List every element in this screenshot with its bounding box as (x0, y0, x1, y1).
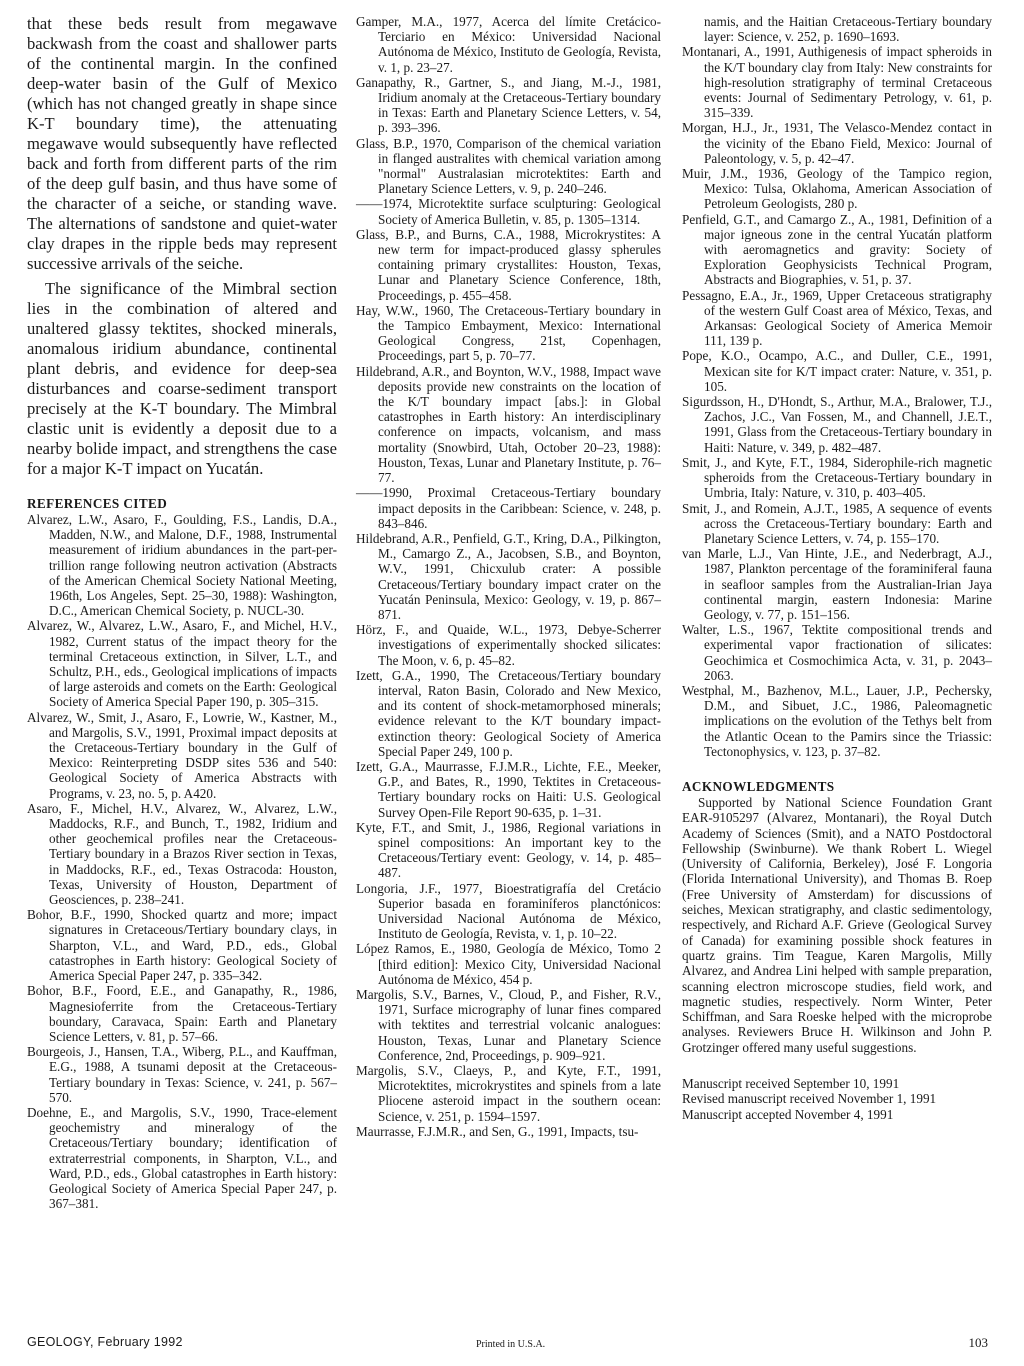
reference-item: Montanari, A., 1991, Authigenesis of impact spheroids in the K/T boundary clay from Italy: New constraints for high-resolution stratigraphy of terminal Cretaceous events: Journal of Sedimentary Petrology, v. 61, p. 315–339. (682, 44, 992, 121)
reference-item: Kyte, F.T., and Smit, J., 1986, Regional variations in spinel compositions: An important key to the Cretaceous/Tertiary event: Geology, v. 14, p. 485–487. (356, 819, 661, 881)
reference-item: Glass, B.P., and Burns, C.A., 1988, Microkrystites: A new term for impact-produced glassy spherules containing primary crystallites: Houston, Texas, Lunar and Planetary Science Conference, 18th, Proceedings, p. 455–458. (356, 226, 661, 303)
reference-item: Izett, G.A., Maurrasse, F.J.M.R., Lichte, F.E., Meeker, G.P., and Bates, R., 1990, Tektites in Cretaceous-Tertiary boundary rocks on Haiti: U.S. Geological Survey Open-File Report 90-635, p. 1–31. (356, 758, 661, 820)
reference-item: Penfield, G.T., and Camargo Z., A., 1981, Definition of a major igneous zone in the central Yucatán platform with aeromagnetics and gravity: Society of Exploration Geophysicists Technical Program, Abstracts and Biographies, v. 51, p. 37. (682, 211, 992, 288)
manuscript-revised: Revised manuscript received November 1, 1991 (682, 1091, 937, 1107)
reference-item: López Ramos, E., 1980, Geología de México, Tomo 2 [third edition]: Mexico City, Universidad Nacional Autónoma de México, 454 p. (356, 941, 661, 987)
column-left (27, 14, 337, 1211)
acknowledgments-text: Supported by National Science Foundation Grant EAR-9105297 (Alvarez, Montanari), the Royal Dutch Academy of Sciences (Smit), and a NATO Postdoctoral Fellowship (Swinburne). We thank Robert L. Wiegel (University of California, Berkeley), José F. Longoria (Florida International University), and Thomas B. Roep (Free University of Amsterdam) for discussions of seiches, Mexican stratigraphy, and clastic sedimentology, respectively, and Richard A.F. Grieve (Geological Survey of Canada) for examining possible shock features in quartz grains. Tim Teague, Karen Margolis, Milly Alvarez, and Andrea Lini helped with sample preparation, scanning electron microscope studies, field work, and magnetic studies, respectively. Norm Winter, Peter Schiffman, and Sara Roeske helped with the microprobe analyses. Reviewers Bruce H. Wilkinson and John P. Grotzinger offered many useful suggestions. (682, 794, 992, 1055)
reference-item: Bohor, B.F., 1990, Shocked quartz and more; impact signatures in Cretaceous/Tertiary boundary clays, in Sharpton, V.L., and Ward, P.D., eds., Global catastrophes in Earth history: Geological Society of America Special Paper 247, p. 335–342. (27, 907, 337, 984)
references-heading: REFERENCES CITED (27, 496, 168, 511)
reference-list (27, 512, 337, 1211)
reference-item: Hay, W.W., 1960, The Cretaceous-Tertiary boundary in the Tampico Embayment, Mexico: International Geological Congress, 21st, Copenhagen, Proceedings, part 5, p. 70–77. (356, 302, 661, 364)
reference-item: Alvarez, W., Alvarez, L.W., Asaro, F., and Michel, H.V., 1982, Current status of the impact theory for the terminal Cretaceous extinction, in Silver, L.T., and Schultz, P.H., eds., Geological implications of impacts of large asteroids and comets on the Earth: Geological Society of America Special Paper 190, p. 305–315. (27, 618, 337, 710)
reference-list (356, 14, 661, 1139)
reference-item: Westphal, M., Bazhenov, M.L., Lauer, J.P., Pechersky, D.M., and Sibuet, J.C., 1986, Paleomagnetic implications on the evolution of the Tethys belt from the Atlantic Ocean to the Pamirs since the Triassic: Tectonophysics, v. 123, p. 37–82. (682, 682, 992, 759)
reference-item: Pessagno, E.A., Jr., 1969, Upper Cretaceous stratigraphy of the western Gulf Coast area of México, Texas, and Arkansas: Geological Society of America Memoir 111, 139 p. (682, 287, 992, 349)
reference-item: Ganapathy, R., Gartner, S., and Jiang, M.-J., 1981, Iridium anomaly at the Cretaceous-Tertiary boundary in Texas: Earth and Planetary Science Letters, v. 54, p. 393–396. (356, 74, 661, 136)
reference-item: Hildebrand, A.R., Penfield, G.T., Kring, D.A., Pilkington, M., Camargo Z., A., Jacobsen, S.B., and Boynton, W.V., 1991, Chicxulub crater: A possible Cretaceous/Tertiary boundary impact crater on the Yucatán Peninsula, Mexico: Geology, v. 19, p. 867–871. (356, 530, 661, 622)
reference-item: Longoria, J.F., 1977, Bioestratigrafía del Cretácio Superior basada en foraminíferos planctónicos: Universidad Nacional Autónoma de México, Instituto de Geología, Revista, v. 1, p. 10–22. (356, 880, 661, 942)
reference-item: Alvarez, W., Smit, J., Asaro, F., Lowrie, W., Kastner, M., and Margolis, S.V., 1991, Proximal impact deposits at the Cretaceous-Tertiary boundary in the Gulf of Mexico: Reinterpreting DSDP sites 536 and 540: Geological Society of America Abstracts with Programs, v. 23, no. 5, p. A420. (27, 709, 337, 801)
body-paragraph: The significance of the Mimbral section lies in the combination of altered and unaltered glassy tektites, shocked minerals, anomalous iridium abundance, continental plant debris, and evidence for deep-sea disturbances and coarse-sediment transport precisely at the K-T boundary. The Mimbral clastic unit is evidently a deposit due to a nearby bolide impact, and strengthens the case for a major K-T impact on Yucatán. (27, 279, 337, 478)
reference-item: Bourgeois, J., Hansen, T.A., Wiberg, P.L., and Kauffman, E.G., 1988, A tsunami deposit at the Cretaceous-Tertiary boundary in Texas: Science, v. 241, p. 567–570. (27, 1044, 337, 1105)
reference-item: Margolis, S.V., Claeys, P., and Kyte, F.T., 1991, Microtektites, microkrystites and spinels from a late Pliocene asteroid impact in the southern ocean: Science, v. 251, p. 1594–1597. (356, 1063, 661, 1124)
journal-footer: GEOLOGY, February 1992 (27, 1335, 183, 1349)
reference-item-continued: namis, and the Haitian Cretaceous-Tertiary boundary layer: Science, v. 252, p. 1690–1693. (704, 14, 992, 45)
reference-item: Glass, B.P., 1970, Comparison of the chemical variation in flanged australites with chemical variation among "normal" Australasian microtektites: Earth and Planetary Science Letters, v. 9, p. 240–246. (356, 135, 661, 197)
manuscript-dates (682, 1076, 992, 1122)
column-middle (356, 14, 661, 1139)
reference-item: Doehne, E., and Margolis, S.V., 1990, Trace-element geochemistry and mineralogy of the Cretaceous/Tertiary boundary; identification of extraterrestrial components, in Sharpton, V.L., and Ward, P.D., eds., Global catastrophes in Earth history: Geological Society of America Special Paper 247, p. 367–381. (27, 1104, 337, 1212)
reference-item: Gamper, M.A., 1977, Acerca del límite Cretácico-Terciario en México: Universidad Nacional Autónoma de México, Instituto de Geología, Revista, v. 1, p. 23–27. (356, 14, 661, 75)
reference-item: Sigurdsson, H., D'Hondt, S., Arthur, M.A., Bralower, T.J., Zachos, J.C., Van Fossen, M., and Channell, J.E.T., 1991, Glass from the Cretaceous-Tertiary boundary in Haiti: Nature, v. 349, p. 482–487. (682, 394, 992, 455)
reference-item: Pope, K.O., Ocampo, A.C., and Duller, C.E., 1991, Mexican site for K/T impact crater: Nature, v. 351, p. 105. (682, 348, 992, 394)
reference-item: Muir, J.M., 1936, Geology of the Tampico region, Mexico: Tulsa, Oklahoma, American Association of Petroleum Geologists, 280 p. (682, 166, 992, 212)
reference-item: Asaro, F., Michel, H.V., Alvarez, W., Alvarez, L.W., Maddocks, R.F., and Bunch, T., 1982, Iridium and other geochemical profiles near the Cretaceous-Tertiary boundary in a Brazos River section in Texas, in Maddocks, R.F., ed., Texas Ostracoda: Houston, Texas, University of Houston, Department of Geosciences, p. 238–241. (27, 800, 337, 908)
page-number: 103 (968, 1335, 988, 1350)
reference-list (682, 14, 992, 759)
column-right (682, 14, 992, 1122)
reference-item: van Marle, L.J., Van Hinte, J.E., and Nederbragt, A.J., 1987, Plankton percentage of the foraminiferal fauna in seafloor samples from the Australian-Irian Jaya continental margin, eastern Indonesia: Marine Geology, v. 77, p. 151–156. (682, 546, 992, 622)
manuscript-received: Manuscript received September 10, 1991 (682, 1076, 900, 1091)
reference-item: Maurrasse, F.J.M.R., and Sen, G., 1991, Impacts, tsu- (356, 1123, 639, 1139)
reference-item: ——1990, Proximal Cretaceous-Tertiary boundary impact deposits in the Caribbean: Science, v. 248, p. 843–846. (356, 485, 661, 531)
reference-item: Izett, G.A., 1990, The Cretaceous/Tertiary boundary interval, Raton Basin, Colorado and New Mexico, and its content of shock-metamorphosed minerals; evidence relevant to the K/T boundary impact-extinction theory: Geological Society of America Special Paper 249, 100 p. (356, 667, 661, 759)
reference-item: Alvarez, L.W., Asaro, F., Goulding, F.S., Landis, D.A., Madden, N.W., and Malone, D.F., 1988, Instrumental measurement of iridium abundances in the part-per-trillion range following neutron activation (Abstracts of the American Chemical Society National Meeting, 196th, Los Angeles, Sept. 25–30, 1988): Washington, D.C., American Chemical Society, p. NUCL-30. (27, 512, 337, 619)
reference-item: Smit, J., and Romein, A.J.T., 1985, A sequence of events across the Cretaceous-Tertiary boundary: Earth and Planetary Science Letters, v. 74, p. 155–170. (682, 500, 992, 546)
reference-item: Hildebrand, A.R., and Boynton, W.V., 1988, Impact wave deposits provide new constraints on the location of the K/T boundary impact [abs.]: in Global catastrophes in Earth history: An interdisciplinary conference on impacts, volcanism, and mass mortality (Snowbird, Utah, October 20–23, 1988): Houston, Texas, Lunar and Planetary Institute, p. 76–77. (356, 363, 661, 486)
reference-item: Bohor, B.F., Foord, E.E., and Ganapathy, R., 1986, Magnesioferrite from the Cretaceous-Tertiary boundary, Caravaca, Spain: Earth and Planetary Science Letters, v. 81, p. 57–66. (27, 983, 337, 1044)
reference-item: Hörz, F., and Quaide, W.L., 1973, Debye-Scherrer investigations of experimentally shocked silicates: The Moon, v. 6, p. 45–82. (356, 622, 661, 668)
reference-item: Morgan, H.J., Jr., 1931, The Velasco-Mendez contact in the vicinity of the Ebano Field, Mexico: Journal of Paleontology, v. 5, p. 42–47. (682, 120, 992, 166)
manuscript-accepted: Manuscript accepted November 4, 1991 (682, 1106, 894, 1122)
acknowledgments-heading: ACKNOWLEDGMENTS (682, 778, 835, 794)
reference-item: Smit, J., and Kyte, F.T., 1984, Siderophile-rich magnetic spheroids from the Cretaceous-Tertiary boundary in Umbria, Italy: Nature, v. 310, p. 403–405. (682, 454, 992, 501)
body-paragraph: that these beds result from megawave backwash from the coast and shallower parts of the continental margin. In the confined deep-water basin of the Gulf of Mexico (which has not changed greatly in shape since K-T boundary time), the attenuating megawave would subsequently have reflected back and forth from different parts of the rim of the deep gulf basin, and thus have some of the character of a seiche, or standing wave. The alternations of sandstone and quiet-water clay drapes in the ripple beds may represent successive arrivals of the seiche. (27, 14, 337, 273)
printed-note: Printed in U.S.A. (476, 1339, 546, 1350)
reference-item: Margolis, S.V., Barnes, V., Cloud, P., and Fisher, R.V., 1971, Surface micrography of lunar fines compared with tektites and terrestrial volcanic analogues: Houston, Texas, Lunar and Planetary Science Conference, 2nd, Proceedings, p. 909–921. (356, 987, 661, 1063)
reference-item: Walter, L.S., 1967, Tektite compositional trends and experimental vapor fractionation of silicates: Geochimica et Cosmochimica Acta, v. 31, p. 2043–2063. (682, 622, 992, 683)
reference-item: ——1974, Microtektite surface sculpturing: Geological Society of America Bulletin, v. 85, p. 1305–1314. (356, 196, 661, 227)
